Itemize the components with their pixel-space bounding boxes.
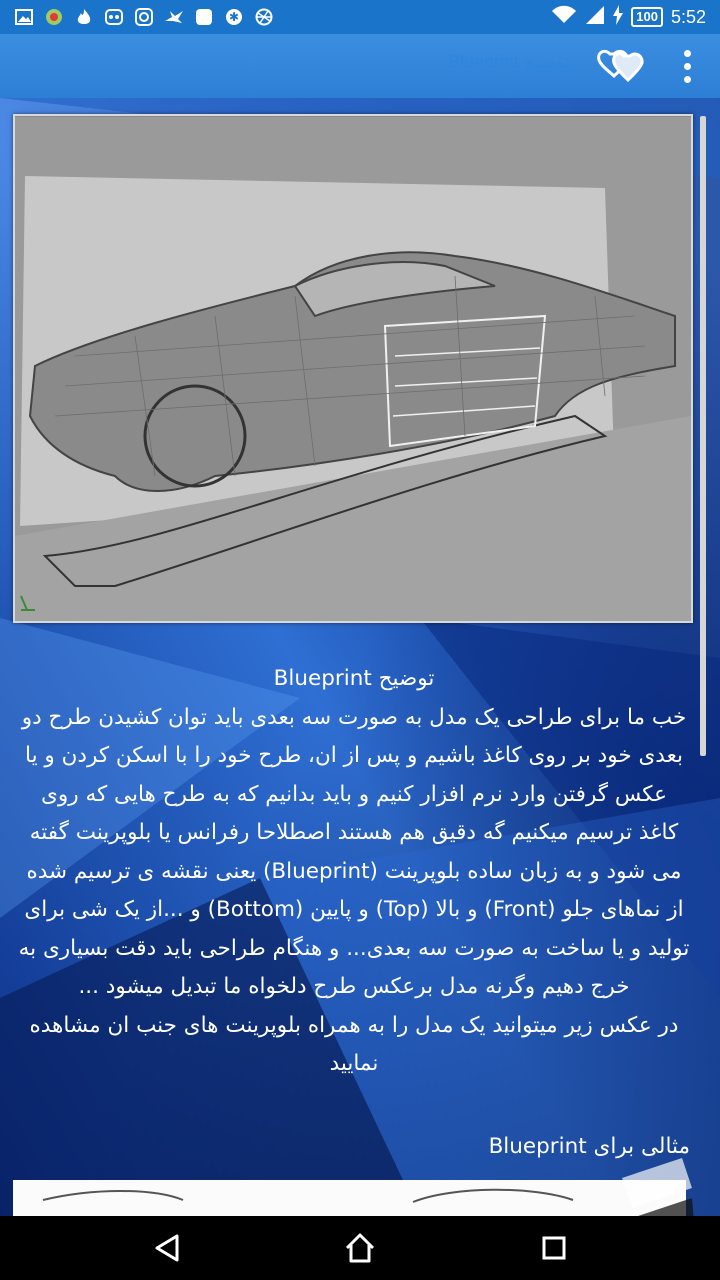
signal-icon xyxy=(585,5,605,30)
article-paragraph: در عکس زیر میتوانید یک مدل را به همراه بلوپرینت های جنب ان مشاهده نمایید xyxy=(29,1012,679,1076)
flame-icon xyxy=(74,7,94,27)
car-wireframe-illustration xyxy=(15,116,691,621)
hearts-icon[interactable] xyxy=(596,46,646,86)
app-bar xyxy=(0,34,720,98)
recents-square-icon[interactable] xyxy=(538,1232,570,1264)
home-icon[interactable] xyxy=(344,1232,376,1264)
dot xyxy=(684,63,691,70)
article-title: توضیح Blueprint xyxy=(273,666,435,691)
back-triangle-icon[interactable] xyxy=(152,1232,184,1264)
scrollbar[interactable] xyxy=(700,116,706,756)
wifi-icon xyxy=(551,5,577,30)
svg-text:✱: ✱ xyxy=(228,10,240,24)
snowflake-icon xyxy=(224,7,244,27)
battery-level: 100 xyxy=(631,7,663,27)
instagram-icon xyxy=(134,7,154,27)
square-icon xyxy=(194,7,214,27)
more-options-button[interactable] xyxy=(672,46,702,86)
dot xyxy=(684,76,691,83)
game-icon xyxy=(104,7,124,27)
chrome-icon xyxy=(44,7,64,27)
blueprint-example-image xyxy=(13,1180,686,1216)
status-bar xyxy=(0,0,720,34)
charging-icon xyxy=(613,5,623,30)
gallery-icon xyxy=(14,7,34,27)
dot xyxy=(684,50,691,57)
dribbble-icon xyxy=(254,7,274,27)
app-bar-title: توضیح Blueprint xyxy=(448,52,571,72)
clock: 5:52 xyxy=(670,6,706,27)
navigation-bar xyxy=(0,1216,720,1280)
article-paragraph: خب ما برای طراحی یک مدل به صورت سه بعدی باید توان کشیدن طرح دو بعدی خود بر روی کاغذ باشیم و پس از ان، طرح خود را با اسکن کردن و یا عکس گرفتن وارد نرم افزار کنیم و باید بدانیم که به طرح هایی که روی کاغذ ترسیم میکنیم گه دقیق هم هستند اصطلاحا رفرانس یا بلوپرینت گفته می شود و به زبان ساده بلوپرینت (Blueprint) یعنی نقشه ی ترسیم شده از نماهای جلو (Front) و بالا (Top) و پایین (Bottom) و ...از یک شی برای تولید و یا ساخت به صورت سه بعدی... و هنگام طراحی باید دقت بسیاری به خرج دهیم وگرنه مدل برعکس طرح دلخواه ما تبدیل میشود ... xyxy=(18,704,690,999)
blueprint-sketch xyxy=(13,1180,686,1216)
car-model-image xyxy=(13,114,693,623)
bird-icon xyxy=(164,7,184,27)
article-content[interactable] xyxy=(0,98,720,1216)
article-body xyxy=(18,660,690,1084)
example-title: مثالی برای Blueprint xyxy=(488,1134,690,1159)
